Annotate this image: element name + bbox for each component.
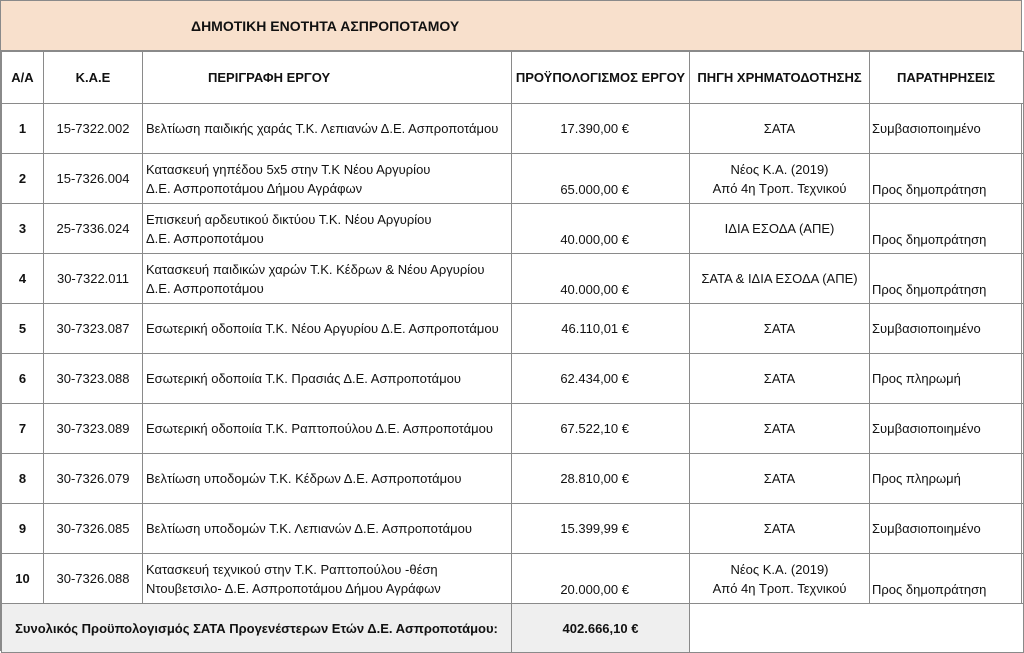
cell-description xyxy=(143,354,512,404)
cell-aa: 5 xyxy=(2,304,44,354)
header-source: ΠΗΓΗ ΧΡΗΜΑΤΟΔΟΤΗΣΗΣ xyxy=(690,52,870,104)
cell-description xyxy=(143,504,512,554)
source-line-1: ΣΑΤΑ & ΙΔΙΑ ΕΣΟΔΑ (ΑΠΕ) xyxy=(701,271,858,286)
cell-description xyxy=(143,254,512,304)
cell-budget: 65.000,00 € xyxy=(512,154,690,204)
description-line-1: Βελτίωση υποδομών Τ.Κ. Λεπιανών Δ.Ε. Ασπροποτάμου xyxy=(146,521,473,536)
description-line-1: Εσωτερική οδοποιία Τ.Κ. Ραπτοπούλου Δ.Ε. Ασπροποτάμου xyxy=(146,421,493,436)
table-row xyxy=(2,154,1024,204)
table-row xyxy=(2,404,1024,454)
cell-source xyxy=(690,504,870,554)
source-line-1: ΣΑΤΑ xyxy=(763,121,796,136)
description-line-1: Εσωτερική οδοποιία Τ.Κ. Πρασιάς Δ.Ε. Ασπροποτάμου xyxy=(146,371,462,386)
total-row xyxy=(2,604,1024,653)
total-value: 402.666,10 € xyxy=(512,604,690,653)
cell-notes: Προς δημοπράτηση xyxy=(870,254,1024,304)
source-line-1: Νέος Κ.Α. (2019) xyxy=(730,561,829,577)
table-row xyxy=(2,304,1024,354)
description-line-1: Βελτίωση υποδομών Τ.Κ. Κέδρων Δ.Ε. Ασπροποτάμου xyxy=(146,471,462,486)
header-aa: Α/Α xyxy=(2,52,44,104)
cell-budget: 40.000,00 € xyxy=(512,204,690,254)
cell-kae: 15-7322.002 xyxy=(44,104,143,154)
description-line-1: Κατασκευή παιδικών χαρών Τ.Κ. Κέδρων & Νέου Αργυρίου xyxy=(146,261,485,277)
cell-source xyxy=(690,354,870,404)
cell-notes: Προς πληρωμή xyxy=(870,454,1024,504)
cell-budget: 46.110,01 € xyxy=(512,304,690,354)
cell-description xyxy=(143,404,512,454)
cell-kae: 30-7326.079 xyxy=(44,454,143,504)
source-line-1: ΣΑΤΑ xyxy=(763,421,796,436)
cell-description xyxy=(143,154,512,204)
table-row xyxy=(2,504,1024,554)
cell-kae: 30-7326.088 xyxy=(44,554,143,604)
table-header-row xyxy=(2,52,1024,104)
projects-table xyxy=(1,51,1024,653)
header-description: ΠΕΡΙΓΡΑΦΗ ΕΡΓΟΥ xyxy=(143,52,512,104)
table-row xyxy=(2,354,1024,404)
cell-aa: 10 xyxy=(2,554,44,604)
cell-kae: 15-7326.004 xyxy=(44,154,143,204)
cell-notes: Συμβασιοποιημένο xyxy=(870,404,1024,454)
source-line-1: Νέος Κ.Α. (2019) xyxy=(730,161,829,177)
cell-notes: Συμβασιοποιημένο xyxy=(870,104,1024,154)
cell-kae: 30-7322.011 xyxy=(44,254,143,304)
cell-notes: Προς δημοπράτηση xyxy=(870,204,1024,254)
source-line-1: ΣΑΤΑ xyxy=(763,521,796,536)
cell-kae: 30-7323.088 xyxy=(44,354,143,404)
cell-notes: Προς δημοπράτηση xyxy=(870,154,1024,204)
total-blank xyxy=(690,604,1024,653)
cell-aa: 3 xyxy=(2,204,44,254)
source-line-1: ΣΑΤΑ xyxy=(763,321,796,336)
page-title: ΔΗΜΟΤΙΚΗ ΕΝΟΤΗΤΑ ΑΣΠΡΟΠΟΤΑΜΟΥ xyxy=(191,17,460,34)
cell-source xyxy=(690,454,870,504)
table-row xyxy=(2,204,1024,254)
cell-budget: 17.390,00 € xyxy=(512,104,690,154)
description-line-2: Δ.Ε. Ασπροποτάμου xyxy=(146,230,264,246)
table-row xyxy=(2,104,1024,154)
cell-budget: 15.399,99 € xyxy=(512,504,690,554)
cell-aa: 8 xyxy=(2,454,44,504)
cell-aa: 9 xyxy=(2,504,44,554)
cell-description xyxy=(143,454,512,504)
description-line-2: Δ.Ε. Ασπροποτάμου Δήμου Αγράφων xyxy=(146,180,363,196)
cell-notes: Συμβασιοποιημένο xyxy=(870,304,1024,354)
cell-kae: 30-7326.085 xyxy=(44,504,143,554)
title-band xyxy=(1,1,1021,51)
cell-source xyxy=(690,104,870,154)
table-row xyxy=(2,254,1024,304)
cell-kae: 25-7336.024 xyxy=(44,204,143,254)
description-line-1: Κατασκευή τεχνικού στην Τ.Κ. Ραπτοπούλου -θέση xyxy=(146,561,438,577)
description-line-1: Επισκευή αρδευτικού δικτύου Τ.Κ. Νέου Αργυρίου xyxy=(146,211,432,227)
total-label: Συνολικός Προϋπολογισμός ΣΑΤΑ Προγενέστερων Ετών Δ.Ε. Ασπροποτάμου: xyxy=(2,604,512,653)
header-kae: Κ.Α.Ε xyxy=(44,52,143,104)
cell-source xyxy=(690,204,870,254)
cell-notes: Προς δημοπράτηση xyxy=(870,554,1024,604)
description-line-1: Κατασκευή γηπέδου 5x5 στην Τ.Κ Νέου Αργυρίου xyxy=(146,161,431,177)
description-line-1: Βελτίωση παιδικής χαράς Τ.Κ. Λεπιανών Δ.Ε. Ασπροποτάμου xyxy=(146,121,499,136)
source-line-2: Από 4η Τροπ. Τεχνικού xyxy=(712,580,847,596)
cell-aa: 6 xyxy=(2,354,44,404)
cell-aa: 4 xyxy=(2,254,44,304)
cell-description xyxy=(143,554,512,604)
description-line-2: Ντουβετσιλο- Δ.Ε. Ασπροποτάμου Δήμου Αγράφων xyxy=(146,580,441,596)
cell-source xyxy=(690,154,870,204)
description-line-1: Εσωτερική οδοποιία Τ.Κ. Νέου Αργυρίου Δ.Ε. Ασπροποτάμου xyxy=(146,321,499,336)
header-budget: ΠΡΟΫΠΟΛΟΓΙΣΜΟΣ ΕΡΓΟΥ xyxy=(512,52,690,104)
cell-budget: 62.434,00 € xyxy=(512,354,690,404)
cell-budget: 40.000,00 € xyxy=(512,254,690,304)
description-line-2: Δ.Ε. Ασπροποτάμου xyxy=(146,280,264,296)
cell-aa: 7 xyxy=(2,404,44,454)
cell-budget: 67.522,10 € xyxy=(512,404,690,454)
cell-budget: 20.000,00 € xyxy=(512,554,690,604)
cell-source xyxy=(690,554,870,604)
cell-description xyxy=(143,304,512,354)
cell-description xyxy=(143,204,512,254)
cell-description xyxy=(143,104,512,154)
source-line-2: Από 4η Τροπ. Τεχνικού xyxy=(712,180,847,196)
cell-aa: 2 xyxy=(2,154,44,204)
cell-source xyxy=(690,304,870,354)
cell-source xyxy=(690,404,870,454)
cell-budget: 28.810,00 € xyxy=(512,454,690,504)
header-notes: ΠΑΡΑΤΗΡΗΣΕΙΣ xyxy=(870,52,1024,104)
source-line-1: ΣΑΤΑ xyxy=(763,371,796,386)
source-line-1: ΣΑΤΑ xyxy=(763,471,796,486)
table-row xyxy=(2,454,1024,504)
cell-kae: 30-7323.089 xyxy=(44,404,143,454)
cell-kae: 30-7323.087 xyxy=(44,304,143,354)
source-line-1: ΙΔΙΑ ΕΣΟΔΑ (ΑΠΕ) xyxy=(724,221,835,236)
cell-notes: Προς πληρωμή xyxy=(870,354,1024,404)
table-row xyxy=(2,554,1024,604)
cell-aa: 1 xyxy=(2,104,44,154)
cell-source xyxy=(690,254,870,304)
cell-notes: Συμβασιοποιημένο xyxy=(870,504,1024,554)
